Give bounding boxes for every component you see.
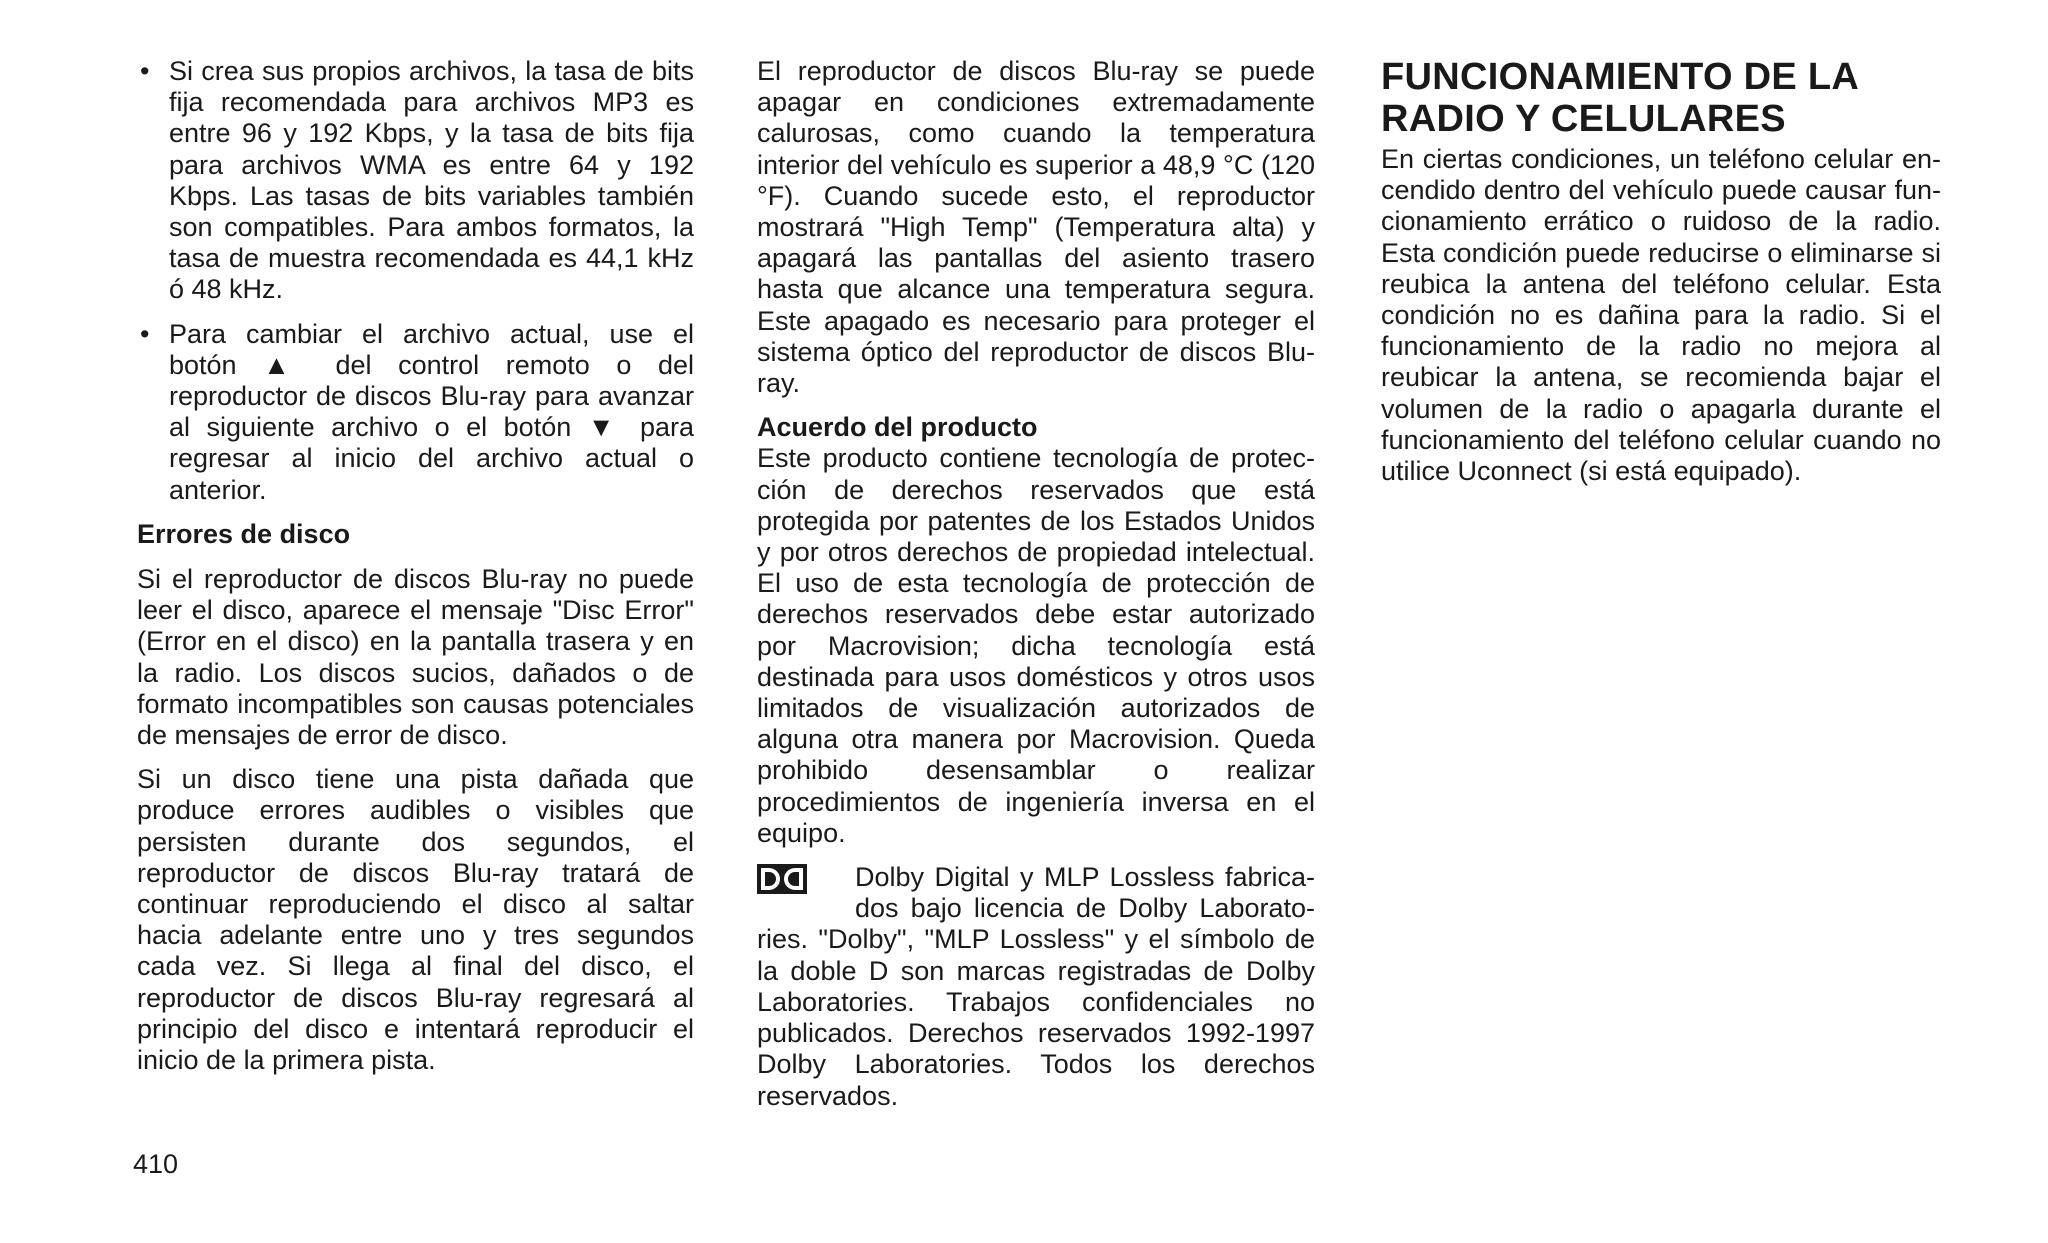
paragraph-product-agreement: Este producto contiene tecnología de protección de derechos reservados que está protegida por patentes de los Estados Unidos y por otros derechos de propiedad intelectual. El uso de esta tecnología de protección de derechos reservados debe estar autorizado por Macrovision; dicha tecnología está destinada para usos domésticos y otros usos limitados de visualización autorizados de alguna otra manera por Macrovision. Queda prohibido desensamblar o realizar procedimientos de ingeniería inversa en el equipo.	[757, 443, 1315, 848]
column-right	[1381, 56, 1941, 500]
paragraph-high-temp: El reproductor de discos Blu-ray se puede apagar en condiciones extremadamente calurosas, como cuando la temperatura interior del vehículo es superior a 48,9 °C (120 °F). Cuando sucede esto, el reproductor mostrará "High Temp" (Temperatura alta) y apagará las pantallas del asiento trasero hasta que alcance una temperatura segura. Este apagado es necesario para proteger el sistema óptico del reproductor de discos Blu-ray.	[757, 56, 1315, 399]
paragraph-cellphone-radio: En ciertas condiciones, un teléfono celular encendido dentro del vehículo puede causar funcionamiento errático o ruidoso de la radio. Esta condición puede reducirse o eliminarse si reubica la antena del teléfono celular. Esta condición no es dañina para la radio. Si el funcionamiento de la radio no mejora al reubicar la antena, se recomienda bajar el volumen de la radio o apagarla durante el funcionamiento del teléfono celular cuando no utilice Uconnect (si está equipado).	[1381, 144, 1941, 487]
bullet-dot-icon: •	[140, 56, 150, 86]
paragraph-disc-error-message: Si el reproductor de discos Blu-ray no puede leer el disco, aparece el mensaje "Disc Error" (Error en el disco) en la pantalla trasera y en la radio. Los discos sucios, dañados o de formato incompatibles son causas potenciales de mensajes de error de disco.	[137, 564, 694, 751]
column-middle	[757, 56, 1315, 1125]
page-number: 410	[133, 1149, 179, 1179]
list-item	[137, 56, 694, 306]
heading-disc-errors: Errores de disco	[137, 518, 351, 549]
dolby-notice	[757, 862, 1315, 1112]
bullet-dot-icon: •	[140, 318, 150, 349]
list-item	[137, 319, 694, 506]
heading-product-agreement: Acuerdo del producto	[757, 412, 1038, 443]
paragraph-damaged-track: Si un disco tiene una pista dañada que produce errores audibles o visibles que persisten durante dos segundos, el reproductor de discos Blu-ray tratará de continuar reproduciendo el disco al saltar hacia adelante entre uno y tres segundos cada vez. Si llega al final del disco, el reproductor de discos Blu-ray regresará al principio del disco e intentará reproducir el inicio de la primera pista.	[137, 764, 694, 1076]
bullet-list	[137, 56, 694, 506]
bullet-text-change-file: Para cambiar el archivo actual, use el botón ▲ del control remoto o del reproductor de discos Blu-ray para avanzar al siguiente archivo o el botón ▼ para regresar al inicio del archivo actual o anterior.	[169, 318, 694, 505]
column-left	[137, 56, 694, 1089]
paragraph-dolby-license: Dolby Digital y MLP Lossless fabricados bajo licencia de Dolby Laboratories. "Dolby", "MLP Lossless" y el símbolo de la doble D son marcas registradas de Dolby Laboratories. Trabajos confidenciales no publicados. Derechos reservados 1992-1997 Dolby Laboratories. Todos los derechos reservados.	[757, 862, 1315, 1111]
bullet-text-bitrate: Si crea sus propios archivos, la tasa de bits fija recomendada para archivos MP3 es entre 96 y 192 Kbps, y la tasa de bits fija para archivos WMA es entre 64 y 192 Kbps. Las tasas de bits variables también son compatibles. Para ambos formatos, la tasa de muestra recomendada es 44,1 kHz ó 48 kHz.	[169, 56, 694, 305]
dolby-double-d-logo	[757, 864, 807, 894]
section-title: FUNCIONAMIENTO DE LA RADIO Y CELULARES	[1381, 56, 1858, 140]
